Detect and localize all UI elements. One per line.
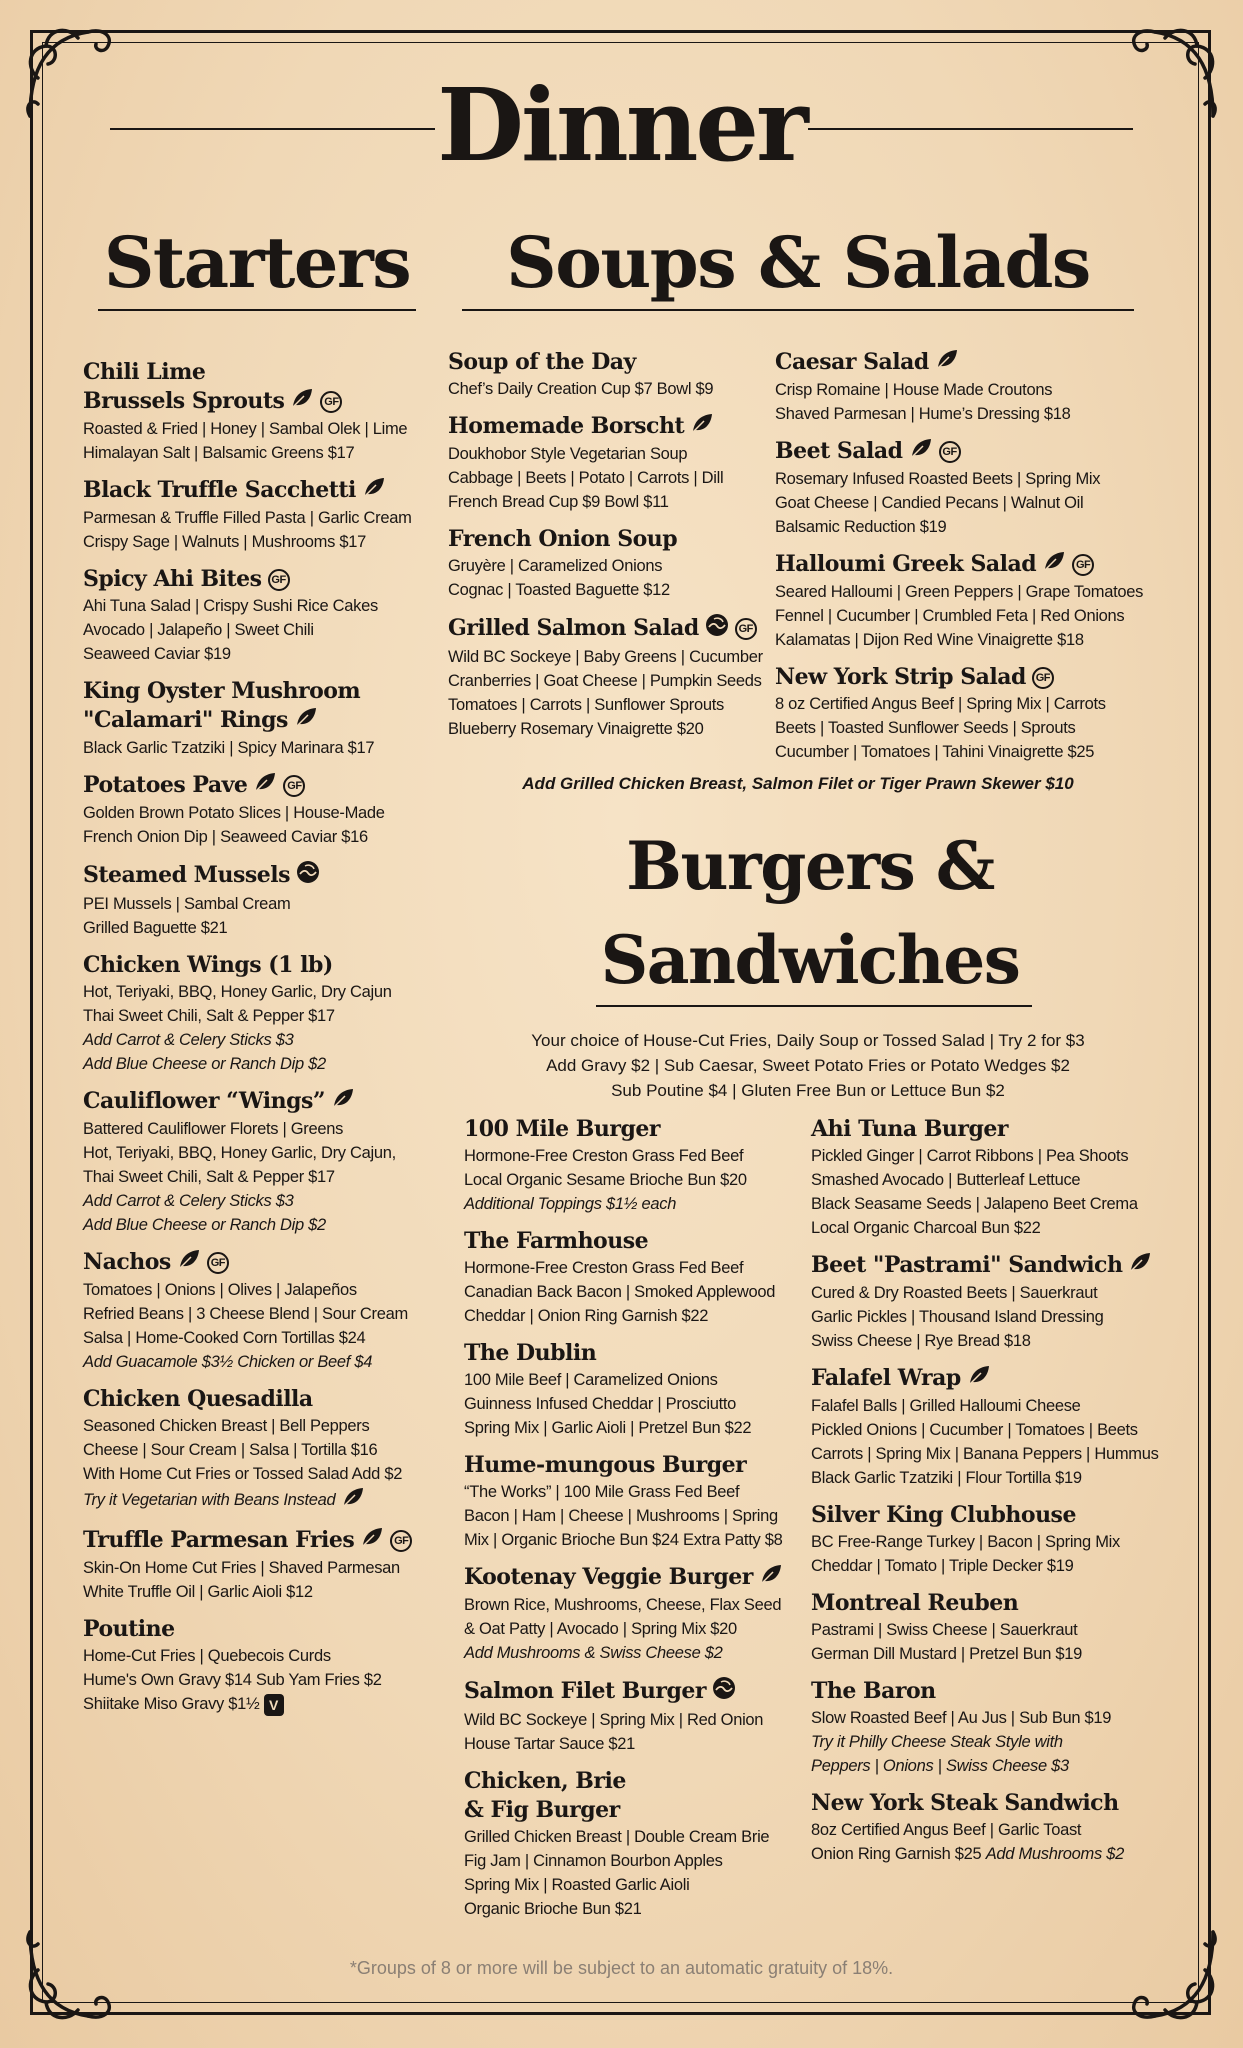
menu-item-description: Golden Brown Potato Slices | House-Made [83,804,385,822]
menu-item-description: Shiitake Miso Gravy $1½ V [83,1692,443,1716]
burgers-heading-line2: Sandwiches [600,921,1020,999]
salad-addon-note: Add Grilled Chicken Breast, Salmon Filet or Tiger Prawn Skewer $10 [522,774,1074,793]
menu-item-name: Caesar Salad [775,348,1155,378]
ocean-icon [296,860,320,892]
burgers-intro [448,1028,1168,1103]
menu-item-description: Chef’s Daily Creation Cup $7 Bowl $9 [448,380,714,398]
menu-item-description: Cucumber | Tomatoes | Tahini Vinaigrette $25 [775,743,1095,761]
leaf-icon [690,412,714,442]
menu-item-description: Pastrami | Swiss Cheese | Sauerkraut [811,1621,1078,1639]
menu-item-name: Silver King Clubhouse [811,1502,1076,1528]
menu-item-description: Hot, Teriyaki, BBQ, Honey Garlic, Dry Cajun, [83,1144,396,1162]
menu-item-name: Hume-mungous Burger [464,1452,747,1478]
menu-item-description: Doukhobor Style Vegetarian Soup [448,445,688,463]
menu-item-description: With Home Cut Fries or Tossed Salad Add $2 [83,1465,403,1483]
menu-item-description: French Onion Dip | Seaweed Caviar $16 [83,828,368,846]
menu-item-description: Hormone-Free Creston Grass Fed Beef [464,1147,744,1165]
menu-item [83,1526,443,1604]
menu-item-description: Thai Sweet Chili, Salt & Pepper $17 [83,1168,335,1186]
menu-item-description: Cheddar | Tomato | Triple Decker $19 [811,1557,1074,1575]
menu-item [83,677,443,760]
menu-item-name: Montreal Reuben [811,1590,1019,1616]
leaf-icon [177,1248,201,1278]
menu-item-description: Blueberry Rosemary Vinaigrette $20 [448,720,704,738]
menu-item-description: “The Works” | 100 Mile Grass Fed Beef [464,1483,740,1501]
menu-item-description: Cranberries | Goat Cheese | Pumpkin Seeds [448,672,762,690]
menu-item-description: Roasted & Fried | Honey | Sambal Olek | Lime [83,420,408,438]
menu-item-name: Steamed Mussels [83,860,443,892]
menu-item [464,1676,804,1756]
menu-item-description: Tomatoes | Carrots | Sunflower Sprouts [448,696,724,714]
leaf-icon [1042,550,1066,580]
menu-item [448,412,768,514]
menu-item-description: Fennel | Cucumber | Crumbled Feta | Red Onions [775,607,1125,625]
gluten-free-badge: GF [320,391,342,413]
menu-item-description: Swiss Cheese | Rye Bread $18 [811,1332,1031,1350]
leaf-icon [967,1364,991,1394]
menu-item-name: Nachos GF [83,1248,443,1278]
menu-item-description: Carrots | Spring Mix | Banana Peppers | Hummus [811,1445,1159,1463]
menu-item [775,663,1155,764]
menu-item-name: New York Steak Sandwich [811,1790,1119,1816]
menu-item-description: Hot, Teriyaki, BBQ, Honey Garlic, Dry Cajun [83,983,392,1001]
menu-item-name: The Farmhouse [464,1228,649,1254]
menu-item-description: Cheese | Sour Cream | Salsa | Tortilla $16 [83,1441,378,1459]
menu-item-description: Falafel Balls | Grilled Halloumi Cheese [811,1397,1081,1415]
menu-item [448,613,768,741]
menu-item-description: Hormone-Free Creston Grass Fed Beef [464,1259,744,1277]
menu-item-description: Spring Mix | Roasted Garlic Aioli [464,1876,690,1894]
menu-item [811,1589,1171,1666]
menu-item-description: Gruyère | Caramelized Onions [448,557,663,575]
menu-item [464,1767,804,1921]
starters-column [83,358,443,1727]
menu-item-description: Canadian Back Bacon | Smoked Applewood [464,1283,776,1301]
menu-item-name: French Onion Soup [448,526,678,552]
menu-item-description: Local Organic Charcoal Bun $22 [811,1219,1041,1237]
menu-item-description: Cognac | Toasted Baguette $12 [448,581,670,599]
menu-item-description: White Truffle Oil | Garlic Aioli $12 [83,1583,313,1601]
menu-item-description: Seared Halloumi | Green Peppers | Grape Tomatoes [775,583,1144,601]
menu-item-description: Grilled Chicken Breast | Double Cream Brie [464,1828,770,1846]
menu-item-addon: Add Carrot & Celery Sticks $3 [83,1192,294,1210]
leaf-icon [909,437,933,467]
menu-item-description: Bacon | Ham | Cheese | Mushrooms | Spring [464,1507,778,1525]
menu-item-description: German Dill Mustard | Pretzel Bun $19 [811,1645,1083,1663]
menu-item-description: Balsamic Reduction $19 [775,518,947,536]
menu-item-description: Cheddar | Onion Ring Garnish $22 [464,1307,709,1325]
menu-item-description: Slow Roasted Beef | Au Jus | Sub Bun $19 [811,1709,1112,1727]
menu-item-description: Avocado | Jalapeño | Sweet Chili [83,621,314,639]
menu-item-description: Battered Cauliflower Florets | Greens [83,1120,344,1138]
menu-item-name: Homemade Borscht [448,412,768,442]
gluten-free-badge: GF [207,1252,229,1274]
menu-item-description: 8 oz Certified Angus Beef | Spring Mix | Carrots [775,695,1106,713]
gluten-free-badge: GF [735,618,757,640]
menu-item-description: PEI Mussels | Sambal Cream [83,895,291,913]
menu-item [83,860,443,940]
ocean-icon [705,613,729,645]
starters-heading: Starters [103,221,411,304]
burgers-left-column [464,1115,804,1932]
menu-item-description: House Tartar Sauce $21 [464,1735,636,1753]
leaf-icon [294,706,318,736]
menu-item-description: Onion Ring Garnish $25 Add Mushrooms $2 [811,1845,1124,1863]
menu-item-addon: Add Mushrooms & Swiss Cheese $2 [464,1644,723,1662]
menu-item-name: Kootenay Veggie Burger [464,1563,804,1593]
ocean-icon [712,1676,736,1708]
menu-item [811,1501,1171,1578]
menu-item [811,1789,1171,1866]
menu-item-name: Cauliflower “Wings” [83,1087,443,1117]
menu-item-description: Guinness Infused Cheddar | Prosciutto [464,1395,737,1413]
menu-item-name: Chili Lime [83,359,206,385]
menu-item [83,771,443,849]
burgers-intro-line: Your choice of House-Cut Fries, Daily Soup or Tossed Salad | Try 2 for $3 [531,1031,1085,1050]
gluten-free-badge: GF [1072,554,1094,576]
menu-item-description: Wild BC Sockeye | Baby Greens | Cucumber [448,648,763,666]
menu-item-addon: Add Guacamole $3½ Chicken or Beef $4 [83,1353,373,1371]
menu-item [83,565,443,666]
menu-item-description: Home-Cut Fries | Quebecois Curds [83,1647,331,1665]
menu-item-name: Halloumi Greek Salad GF [775,550,1155,580]
menu-item-description: Skin-On Home Cut Fries | Shaved Parmesan [83,1559,400,1577]
menu-item-description: Spring Mix | Garlic Aioli | Pretzel Bun $22 [464,1419,752,1437]
menu-item-name: Grilled Salmon Salad GF [448,613,768,645]
menu-item-name: Soup of the Day [448,349,636,375]
menu-item [83,951,443,1076]
leaf-icon [290,387,314,417]
menu-item-description: Seaweed Caviar $19 [83,645,231,663]
gluten-free-badge: GF [939,441,961,463]
soups-salads-rule [462,309,1134,311]
menu-item-description: Smashed Avocado | Butterleaf Lettuce [811,1171,1081,1189]
menu-item-description: Rosemary Infused Roasted Beets | Spring Mix [775,470,1101,488]
menu-item-description: BC Free-Range Turkey | Bacon | Spring Mix [811,1533,1120,1551]
menu-item-name: "Calamari" Rings [83,706,443,736]
menu-item-description: Black Garlic Tzatziki | Flour Tortilla $19 [811,1469,1082,1487]
menu-item-name: Potatoes Pave GF [83,771,443,801]
menu-item-description: Hume's Own Gravy $14 Sub Yam Fries $2 [83,1671,382,1689]
burgers-rule [596,1005,1032,1007]
menu-item [83,1615,443,1716]
menu-item-description: Black Seasame Seeds | Jalapeno Beet Crema [811,1195,1138,1213]
menu-item-name: King Oyster Mushroom [83,678,361,704]
menu-item [464,1339,804,1440]
menu-item [464,1563,804,1665]
leaf-icon [253,771,277,801]
menu-item-name: Poutine [83,1616,175,1642]
menu-item-description: French Bread Cup $9 Bowl $11 [448,493,669,511]
menu-item-name: 100 Mile Burger [464,1116,660,1142]
menu-item-description: Black Garlic Tzatziki | Spicy Marinara $17 [83,739,375,757]
menu-item-name: Chicken Quesadilla [83,1386,313,1412]
menu-item-description: Tomatoes | Onions | Olives | Jalapeños [83,1281,357,1299]
page-title: Dinner [437,66,806,184]
leaf-icon [759,1563,783,1593]
menu-item-addon: Peppers | Onions | Swiss Cheese $3 [811,1757,1069,1775]
menu-item-description: Pickled Onions | Cucumber | Tomatoes | Beets [811,1421,1138,1439]
soups-left-column [448,348,768,752]
menu-item-name: The Dublin [464,1340,597,1366]
menu-item-description: Wild BC Sockeye | Spring Mix | Red Onion [464,1711,764,1729]
menu-item-description: Local Organic Sesame Brioche Bun $20 [464,1171,747,1189]
menu-item-description: Fig Jam | Cinnamon Bourbon Apples [464,1852,723,1870]
gluten-free-badge: GF [390,1530,412,1552]
menu-item-addon: Add Blue Cheese or Ranch Dip $2 [83,1055,326,1073]
leaf-icon [341,1486,365,1515]
menu-item [83,358,443,465]
vegan-badge: V [264,1694,284,1716]
menu-item-description: Salsa | Home-Cooked Corn Tortillas $24 [83,1329,366,1347]
menu-item-name: Spicy Ahi Bites GF [83,565,443,594]
menu-item [775,550,1155,652]
menu-item-name: The Baron [811,1678,936,1704]
gluten-free-badge: GF [283,775,305,797]
menu-item-description: 100 Mile Beef | Caramelized Onions [464,1371,718,1389]
menu-item-addon: Add Blue Cheese or Ranch Dip $2 [83,1216,326,1234]
menu-item [83,476,443,554]
menu-item [83,1385,443,1515]
menu-item [448,348,768,401]
menu-item-name: Black Truffle Sacchetti [83,476,443,506]
menu-item-name: Ahi Tuna Burger [811,1116,1008,1142]
burgers-heading-line1: Burgers & [626,827,994,905]
menu-item-description: Parmesan & Truffle Filled Pasta | Garlic Cream [83,509,412,527]
starters-rule [98,309,416,311]
leaf-icon [1128,1251,1152,1281]
menu-item-description: Grilled Baguette $21 [83,919,228,937]
menu-item-addon: Try it Vegetarian with Beans Instead [83,1486,443,1515]
menu-item-description: 8oz Certified Angus Beef | Garlic Toast [811,1821,1082,1839]
gluten-free-badge: GF [268,569,290,591]
menu-item-name: Beet "Pastrami" Sandwich [811,1251,1171,1281]
leaf-icon [362,476,386,506]
menu-item [775,437,1155,539]
menu-item-name: Salmon Filet Burger [464,1676,804,1708]
menu-item-name: Brussels Sprouts GF [83,387,443,417]
menu-item-name: New York Strip Salad GF [775,663,1155,692]
menu-item-description: Crisp Romaine | House Made Croutons [775,381,1053,399]
menu-item-addon: Add Mushrooms $2 [985,1845,1124,1863]
leaf-icon [331,1087,355,1117]
menu-item-description: & Oat Patty | Avocado | Spring Mix $20 [464,1620,737,1638]
title-row [110,66,1133,184]
menu-item-description: Kalamatas | Dijon Red Wine Vinaigrette $18 [775,631,1084,649]
menu-item [464,1115,804,1216]
gratuity-footer: *Groups of 8 or more will be subject to an automatic gratuity of 18%. [349,1958,894,1978]
menu-item-description: Garlic Pickles | Thousand Island Dressing [811,1308,1104,1326]
menu-item-description: Organic Brioche Bun $21 [464,1900,642,1918]
soups-salads-heading: Soups & Salads [506,221,1090,304]
menu-item-description: Cabbage | Beets | Potato | Carrots | Dill [448,469,724,487]
menu-item [448,525,768,602]
menu-item-name: Falafel Wrap [811,1364,1171,1394]
menu-item-name: Beet Salad GF [775,437,1155,467]
menu-item [464,1451,804,1552]
menu-item-addon: Try it Philly Cheese Steak Style with [811,1733,1063,1751]
menu-item-name: Chicken Wings (1 lb) [83,952,333,978]
menu-item-description: Beets | Toasted Sunflower Seeds | Sprouts [775,719,1076,737]
menu-item [775,348,1155,426]
leaf-icon [935,348,959,378]
soups-right-column [775,348,1155,775]
menu-item-description: Brown Rice, Mushrooms, Cheese, Flax Seed [464,1596,782,1614]
menu-item [83,1087,443,1237]
menu-item-description: Cured & Dry Roasted Beets | Sauerkraut [811,1284,1098,1302]
menu-item-addon: Additional Toppings $1½ each [464,1195,677,1213]
menu-item [83,1248,443,1374]
menu-item-description: Crispy Sage | Walnuts | Mushrooms $17 [83,533,366,551]
menu-item-description: Seasoned Chicken Breast | Bell Peppers [83,1417,370,1435]
menu-item-description: Pickled Ginger | Carrot Ribbons | Pea Shoots [811,1147,1129,1165]
menu-item-description: Shaved Parmesan | Hume’s Dressing $18 [775,405,1071,423]
menu-item-description: Goat Cheese | Candied Pecans | Walnut Oil [775,494,1084,512]
menu-item-description: Refried Beans | 3 Cheese Blend | Sour Cream [83,1305,408,1323]
burgers-right-column [811,1115,1171,1877]
menu-item-description: Ahi Tuna Salad | Crispy Sushi Rice Cakes [83,597,378,615]
menu-item-description: Mix | Organic Brioche Bun $24 Extra Patty $8 [464,1531,783,1549]
leaf-icon [360,1526,384,1556]
menu-item [811,1115,1171,1240]
burgers-intro-line: Add Gravy $2 | Sub Caesar, Sweet Potato Fries or Potato Wedges $2 [546,1056,1070,1075]
menu-item [811,1677,1171,1778]
burgers-intro-line: Sub Poutine $4 | Gluten Free Bun or Lettuce Bun $2 [611,1081,1005,1100]
menu-item-addon: Add Carrot & Celery Sticks $3 [83,1031,294,1049]
menu-item [811,1251,1171,1353]
menu-item [811,1364,1171,1490]
menu-item-name: Chicken, Brie [464,1768,626,1794]
menu-item-name: Truffle Parmesan Fries GF [83,1526,443,1556]
menu-item-description: Thai Sweet Chili, Salt & Pepper $17 [83,1007,335,1025]
menu-item-name: & Fig Burger [464,1797,620,1823]
gluten-free-badge: GF [1032,667,1054,689]
menu-item [464,1227,804,1328]
menu-item-description: Himalayan Salt | Balsamic Greens $17 [83,444,355,462]
